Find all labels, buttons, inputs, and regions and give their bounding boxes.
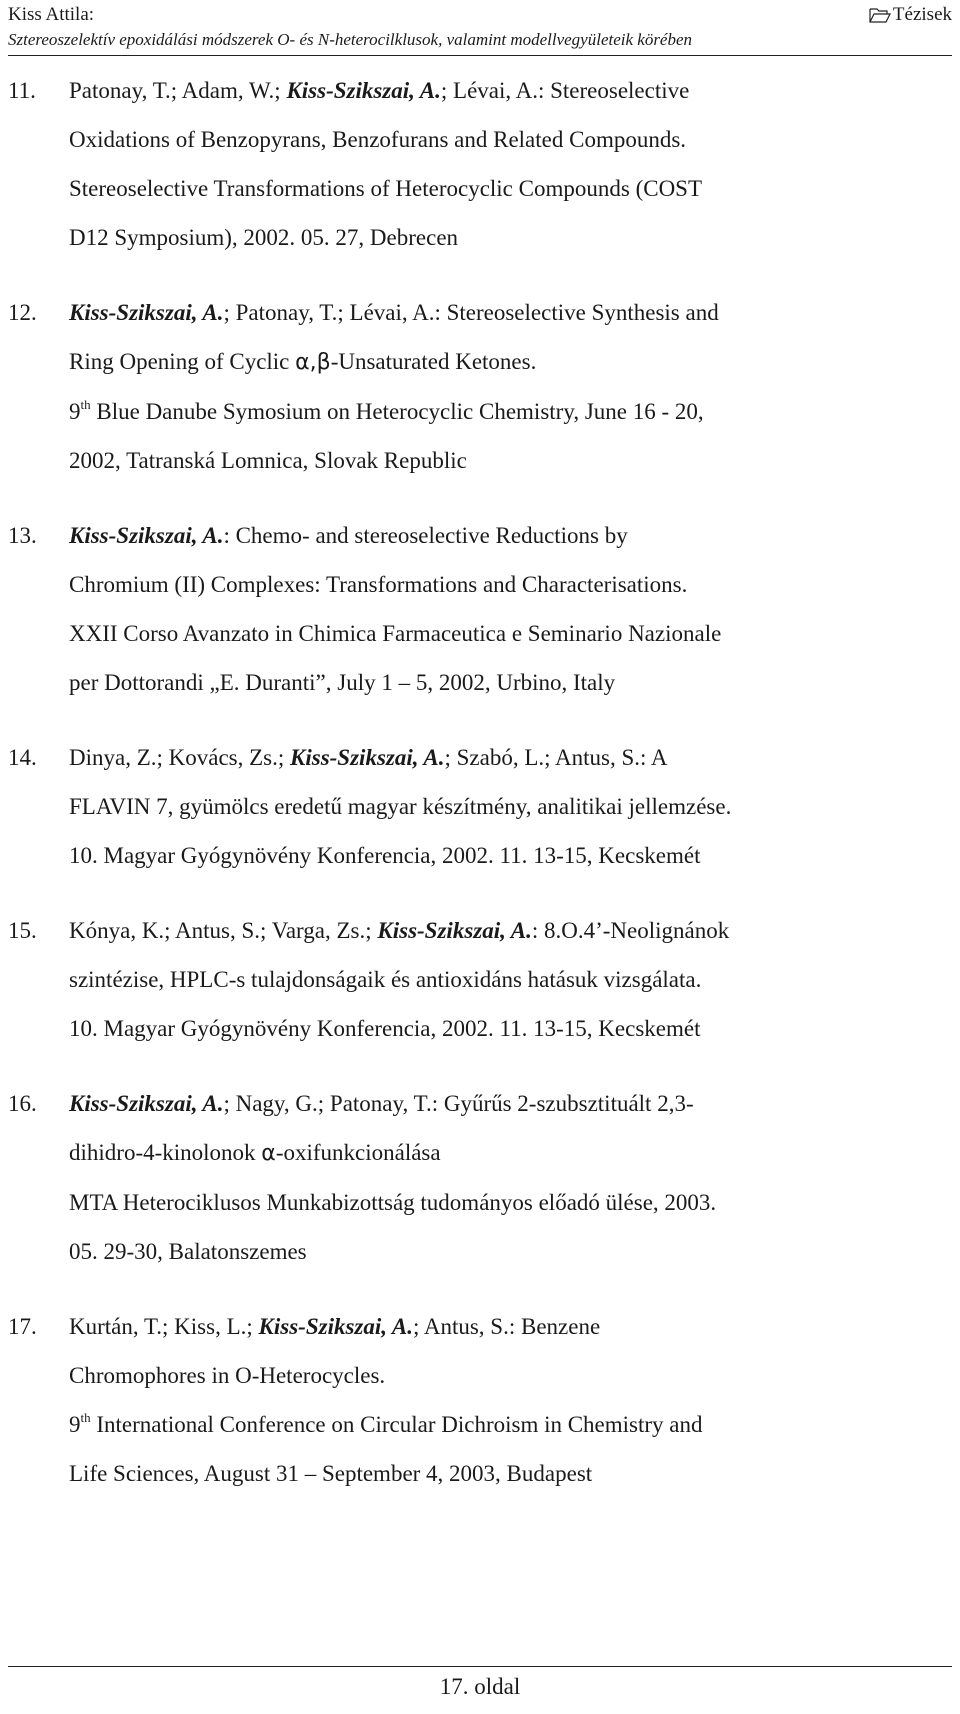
ordinal-suffix: th xyxy=(80,397,91,412)
reference-text: Life Sciences, August 31 – September 4, 2003, Budapest xyxy=(69,1461,593,1486)
reference-text: Blue Danube Symosium on Heterocyclic Chemistry, June 16 - 20, xyxy=(90,399,704,424)
reference-text: : 8.O.4’-Neolignánok xyxy=(531,918,730,943)
header-section-label xyxy=(869,4,952,26)
reference-text: 05. 29-30, Balatonszemes xyxy=(69,1239,307,1264)
reference-line xyxy=(69,1227,952,1276)
reference-text: International Conference on Circular Dichroism in Chemistry and xyxy=(90,1412,703,1437)
reference-line xyxy=(69,831,952,880)
reference-entry xyxy=(8,733,952,880)
reference-line xyxy=(69,387,952,436)
greek-symbol: α xyxy=(261,1141,276,1166)
reference-text: 10. Magyar Gyógynövény Konferencia, 2002. 11. 13-15, Kecskemét xyxy=(69,1016,701,1041)
reference-entry xyxy=(8,66,952,262)
reference-line xyxy=(69,213,952,262)
reference-text: Patonay, T.; Adam, W.; xyxy=(69,78,287,103)
reference-number: 11. xyxy=(8,78,36,103)
reference-entry xyxy=(8,288,952,485)
reference-text: ; Lévai, A.: Stereoselective xyxy=(440,78,690,103)
footer-divider xyxy=(8,1666,952,1667)
reference-line xyxy=(69,66,952,115)
reference-text: Chromophores in O-Heterocycles. xyxy=(69,1363,386,1388)
header-section-text: Tézisek xyxy=(892,4,952,25)
reference-text: MTA Heterociklusos Munkabizottság tudományos előadó ülése, 2003. xyxy=(69,1190,717,1215)
reference-text: FLAVIN 7, gyümölcs eredetű magyar készítmény, analitikai jellemzése. xyxy=(69,794,732,819)
reference-line xyxy=(69,906,952,955)
reference-text: Oxidations of Benzopyrans, Benzofurans and Related Compounds. xyxy=(69,127,687,152)
reference-line xyxy=(69,782,952,831)
reference-text: Kurtán, T.; Kiss, L.; xyxy=(69,1314,259,1339)
reference-number: 14. xyxy=(8,745,37,770)
reference-number: 17. xyxy=(8,1314,37,1339)
reference-line xyxy=(69,560,952,609)
highlighted-author: Kiss-Szikszai, A. xyxy=(286,78,441,103)
page-header xyxy=(8,0,952,50)
reference-line xyxy=(69,1178,952,1227)
reference-number: 16. xyxy=(8,1091,37,1116)
highlighted-author: Kiss-Szikszai, A. xyxy=(258,1314,413,1339)
reference-text: XXII Corso Avanzato in Chimica Farmaceutica e Seminario Nazionale xyxy=(69,621,722,646)
header-thesis-title: Sztereoszelektív epoxidálási módszerek O- és N-heterocilklusok, valamint modellvegyületeik körében xyxy=(8,30,693,49)
reference-text: -Unsaturated Ketones. xyxy=(330,349,537,374)
reference-text: ; Szabó, L.; Antus, S.: A xyxy=(444,745,668,770)
page-number: 17. oldal xyxy=(439,1674,521,1699)
reference-line xyxy=(69,511,952,560)
reference-text: 10. Magyar Gyógynövény Konferencia, 2002. 11. 13-15, Kecskemét xyxy=(69,843,701,868)
reference-text: Chromium (II) Complexes: Transformations and Characterisations. xyxy=(69,572,688,597)
reference-text: : Chemo- and stereoselective Reductions by xyxy=(223,523,628,548)
reference-text: -oxifunkcionálása xyxy=(275,1140,441,1165)
reference-text: Kónya, K.; Antus, S.; Varga, Zs.; xyxy=(69,918,378,943)
highlighted-author: Kiss-Szikszai, A. xyxy=(69,300,224,325)
reference-text: ; Antus, S.: Benzene xyxy=(412,1314,601,1339)
reference-list xyxy=(8,66,952,1524)
reference-line xyxy=(69,436,952,485)
reference-text: 9 xyxy=(69,1412,81,1437)
reference-line xyxy=(69,1449,952,1498)
reference-line xyxy=(69,1004,952,1053)
reference-text: ; Patonay, T.; Lévai, A.: Stereoselective Synthesis and xyxy=(223,300,719,325)
header-divider xyxy=(8,55,952,56)
reference-text: per Dottorandi „E. Duranti”, July 1 – 5, 2002, Urbino, Italy xyxy=(69,670,616,695)
reference-line xyxy=(69,1079,952,1128)
reference-text: Dinya, Z.; Kovács, Zs.; xyxy=(69,745,291,770)
open-folder-icon xyxy=(869,6,891,24)
reference-line xyxy=(69,955,952,1004)
reference-text: dihidro-4-kinolonok xyxy=(69,1140,262,1165)
reference-line xyxy=(69,164,952,213)
header-author: Kiss Attila: xyxy=(8,4,95,25)
reference-entry xyxy=(8,906,952,1053)
ordinal-suffix: th xyxy=(80,1410,91,1425)
reference-line xyxy=(69,288,952,337)
reference-entry xyxy=(8,1302,952,1498)
reference-text: D12 Symposium), 2002. 05. 27, Debrecen xyxy=(69,225,459,250)
reference-text: 9 xyxy=(69,399,81,424)
reference-number: 13. xyxy=(8,523,37,548)
reference-line xyxy=(69,337,952,387)
reference-line xyxy=(69,609,952,658)
highlighted-author: Kiss-Szikszai, A. xyxy=(69,523,224,548)
reference-line xyxy=(69,1351,952,1400)
reference-entry xyxy=(8,1079,952,1276)
reference-text: Ring Opening of Cyclic xyxy=(69,349,296,374)
reference-line xyxy=(69,1302,952,1351)
reference-line xyxy=(69,733,952,782)
greek-symbol: α,β xyxy=(295,350,331,375)
highlighted-author: Kiss-Szikszai, A. xyxy=(377,918,532,943)
reference-text: Stereoselective Transformations of Heterocyclic Compounds (COST xyxy=(69,176,703,201)
reference-line xyxy=(69,1400,952,1449)
reference-number: 12. xyxy=(8,300,37,325)
reference-entry xyxy=(8,511,952,707)
highlighted-author: Kiss-Szikszai, A. xyxy=(69,1091,224,1116)
reference-line xyxy=(69,115,952,164)
reference-text: ; Nagy, G.; Patonay, T.: Gyűrűs 2-szubsztituált 2,3- xyxy=(223,1091,694,1116)
reference-text: 2002, Tatranská Lomnica, Slovak Republic xyxy=(69,448,467,473)
reference-text: szintézise, HPLC-s tulajdonságaik és antioxidáns hatásuk vizsgálata. xyxy=(69,967,702,992)
reference-number: 15. xyxy=(8,918,37,943)
reference-line xyxy=(69,658,952,707)
highlighted-author: Kiss-Szikszai, A. xyxy=(290,745,445,770)
reference-line xyxy=(69,1128,952,1178)
